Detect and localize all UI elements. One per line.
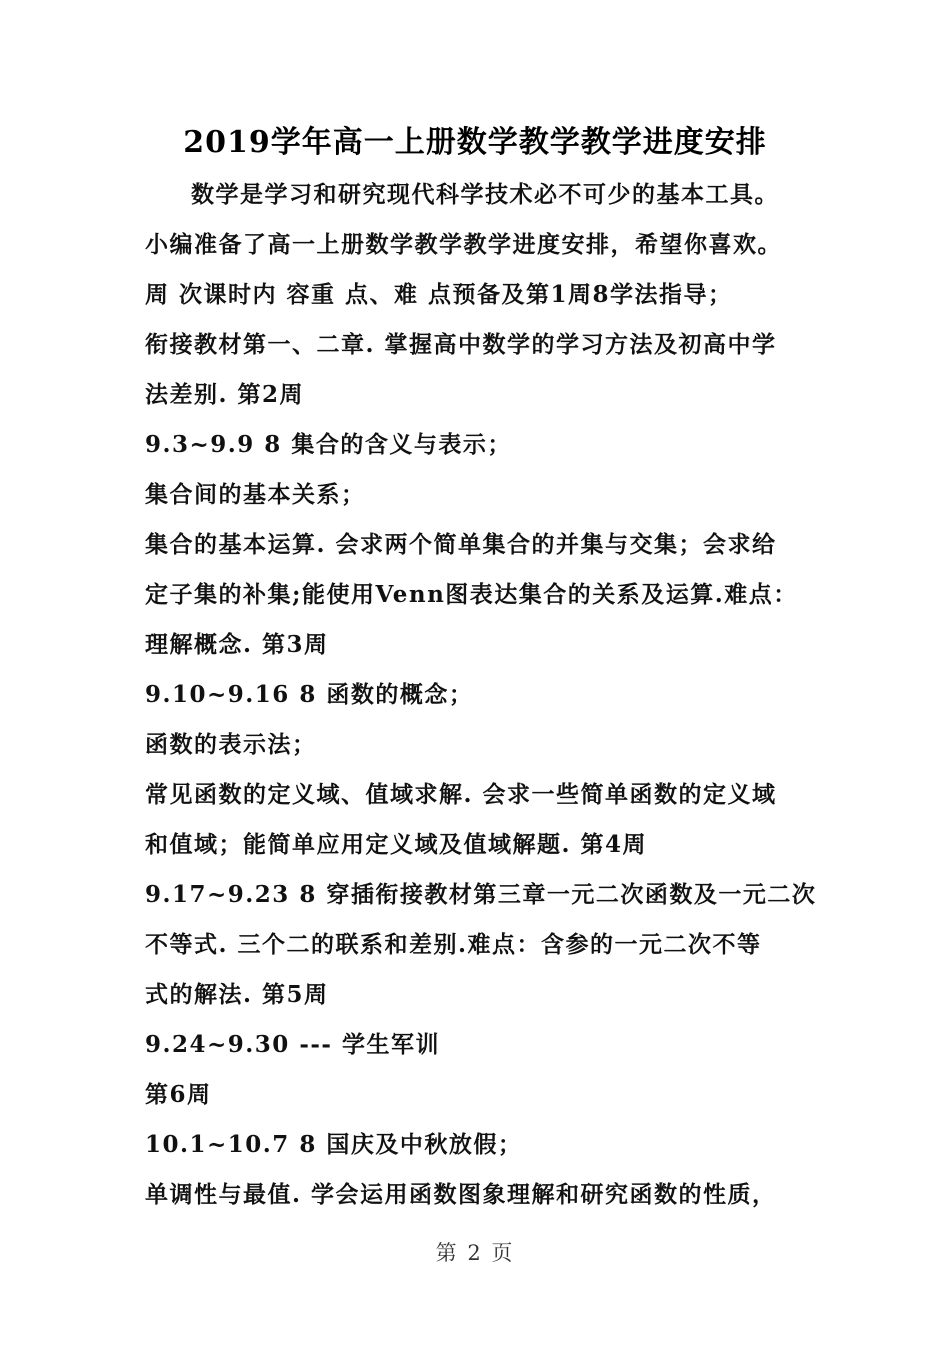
paragraph-line: 9.17~9.23 8 穿插衔接教材第三章一元二次函数及一元二次: [145, 881, 817, 908]
paragraph-line: 9.24~9.30 --- 学生军训: [145, 1031, 440, 1058]
paragraph-line: 理解概念. 第3周: [145, 631, 329, 658]
paragraph-line: 集合间的基本关系；: [145, 481, 366, 508]
paragraph-line: 不等式. 三个二的联系和差别.难点：含参的一元二次不等: [145, 931, 762, 958]
paragraph-line: 和值域；能简单应用定义域及值域解题. 第4周: [145, 831, 648, 858]
document-title: 2019学年高一上册数学教学教学进度安排: [183, 125, 767, 160]
paragraph-line: 10.1~10.7 8 国庆及中秋放假；: [145, 1131, 523, 1158]
paragraph-line: 第6周: [145, 1081, 212, 1108]
paragraph-line: 衔接教材第一、二章. 掌握高中数学的学习方法及初高中学: [145, 331, 777, 358]
paragraph-line: 法差别. 第2周: [145, 381, 305, 408]
paragraph-line: 小编准备了高一上册数学教学教学进度安排，希望你喜欢。: [145, 231, 782, 258]
document-body: [145, 170, 835, 1220]
paragraph-line: 式的解法. 第5周: [145, 981, 329, 1008]
paragraph-line: 周 次课时内 容重 点、难 点预备及第1周8学法指导；: [145, 281, 733, 308]
paragraph-line: 单调性与最值. 学会运用函数图象理解和研究函数的性质，: [145, 1181, 777, 1208]
page-number: 第 2 页: [435, 1241, 515, 1265]
paragraph-line: 9.10~9.16 8 函数的概念；: [145, 681, 474, 708]
paragraph-line: 定子集的补集;能使用Venn图表达集合的关系及运算.难点：: [145, 581, 798, 608]
paragraph-line: 集合的基本运算. 会求两个简单集合的并集与交集；会求给: [145, 531, 777, 558]
paragraph-line: 常见函数的定义域、值域求解. 会求一些简单函数的定义域: [145, 781, 777, 808]
paragraph-line: 9.3~9.9 8 集合的含义与表示；: [145, 431, 512, 458]
paragraph-line: 函数的表示法；: [145, 731, 317, 758]
paragraph-line: 数学是学习和研究现代科学技术必不可少的基本工具。: [191, 181, 779, 208]
